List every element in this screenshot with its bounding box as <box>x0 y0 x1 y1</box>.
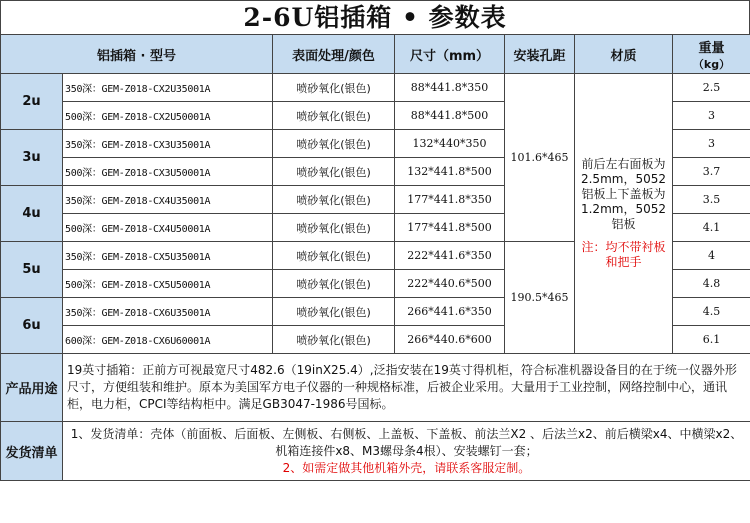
header-material: 材质 <box>575 35 673 74</box>
page-title: 2-6U铝插箱 • 参数表 <box>0 0 750 34</box>
group-label: 2u <box>1 74 63 130</box>
model-cell: 350深：GEM-Z018-CX5U35001A <box>63 242 273 270</box>
surface-cell: 喷砂氧化(银色) <box>273 102 395 130</box>
group-label: 3u <box>1 130 63 186</box>
size-cell: 266*441.6*350 <box>395 298 505 326</box>
model-cell: 500深：GEM-Z018-CX5U50001A <box>63 270 273 298</box>
size-cell: 132*441.8*500 <box>395 158 505 186</box>
size-cell: 222*441.6*350 <box>395 242 505 270</box>
usage-text: 19英寸插箱：正前方可视最宽尺寸482.6（19inX25.4）,泛指安装在19英寸得机柜，符合标准机器设备目的在于统一仪器外形尺寸，方便组装和维护。原本为美国军方电子仪器的一种规格标准，后被企业采用。大量用于工业控制，网络控制中心，通讯柜，电力柜，CPCI等结构柜中。满足GB3047-1986号国标。 <box>63 354 750 422</box>
surface-cell: 喷砂氧化(银色) <box>273 326 395 354</box>
model-cell: 350深：GEM-Z018-CX3U35001A <box>63 130 273 158</box>
weight-cell: 3.7 <box>673 158 750 186</box>
size-cell: 88*441.8*500 <box>395 102 505 130</box>
weight-cell: 3 <box>673 102 750 130</box>
shipping-line-1: 1、发货清单：壳体（前面板、后面板、左侧板、右侧板、上盖板、下盖板、前法兰X2 、后法兰x2、前后横梁x4、中横梁x2、机箱连接件x8、M3螺母条4根）、安装螺钉一套； <box>70 426 743 458</box>
header-size: 尺寸（mm） <box>395 35 505 74</box>
size-cell: 177*441.8*500 <box>395 214 505 242</box>
surface-cell: 喷砂氧化(银色) <box>273 270 395 298</box>
size-cell: 222*440.6*500 <box>395 270 505 298</box>
shipping-text <box>63 422 750 481</box>
weight-cell: 4.1 <box>673 214 750 242</box>
surface-cell: 喷砂氧化(银色) <box>273 186 395 214</box>
surface-cell: 喷砂氧化(银色) <box>273 158 395 186</box>
weight-cell: 3 <box>673 130 750 158</box>
model-cell: 500深：GEM-Z018-CX3U50001A <box>63 158 273 186</box>
header-weight: 重量 （kg） <box>673 35 750 74</box>
surface-cell: 喷砂氧化(银色) <box>273 242 395 270</box>
model-cell: 350深：GEM-Z018-CX4U35001A <box>63 186 273 214</box>
surface-cell: 喷砂氧化(银色) <box>273 214 395 242</box>
group-label: 6u <box>1 298 63 354</box>
header-model: 铝插箱 · 型号 <box>1 35 273 74</box>
weight-cell: 4.5 <box>673 298 750 326</box>
model-cell: 350深：GEM-Z018-CX2U35001A <box>63 74 273 102</box>
model-cell: 500深：GEM-Z018-CX4U50001A <box>63 214 273 242</box>
surface-cell: 喷砂氧化(银色) <box>273 130 395 158</box>
weight-cell: 2.5 <box>673 74 750 102</box>
weight-cell: 6.1 <box>673 326 750 354</box>
size-cell: 177*441.8*350 <box>395 186 505 214</box>
weight-cell: 4 <box>673 242 750 270</box>
group-label: 4u <box>1 186 63 242</box>
holes-cell: 101.6*465 <box>505 74 575 242</box>
table-row <box>1 74 750 102</box>
shipping-row <box>1 422 750 481</box>
usage-row <box>1 354 750 422</box>
model-cell: 350深：GEM-Z018-CX6U35001A <box>63 298 273 326</box>
surface-cell: 喷砂氧化(银色) <box>273 74 395 102</box>
shipping-line-2: 2、如需定做其他机箱外壳，请联系客服定制。 <box>282 460 531 475</box>
material-note: 注：均不带衬板和把手 <box>581 240 666 269</box>
header-row <box>1 35 750 74</box>
group-label: 5u <box>1 242 63 298</box>
model-cell: 500深：GEM-Z018-CX2U50001A <box>63 102 273 130</box>
size-cell: 266*440.6*600 <box>395 326 505 354</box>
size-cell: 132*440*350 <box>395 130 505 158</box>
usage-label: 产品用途 <box>1 354 63 422</box>
weight-cell: 3.5 <box>673 186 750 214</box>
model-cell: 600深：GEM-Z018-CX6U60001A <box>63 326 273 354</box>
material-cell <box>575 74 673 354</box>
surface-cell: 喷砂氧化(银色) <box>273 298 395 326</box>
holes-cell: 190.5*465 <box>505 242 575 354</box>
size-cell: 88*441.8*350 <box>395 74 505 102</box>
header-surface: 表面处理/颜色 <box>273 35 395 74</box>
material-text: 前后左右面板为2.5mm，5052铝板上下盖板为1.2mm，5052铝板 <box>580 157 666 231</box>
shipping-label: 发货清单 <box>1 422 63 481</box>
weight-cell: 4.8 <box>673 270 750 298</box>
spec-table <box>0 34 750 481</box>
header-holes: 安装孔距 <box>505 35 575 74</box>
